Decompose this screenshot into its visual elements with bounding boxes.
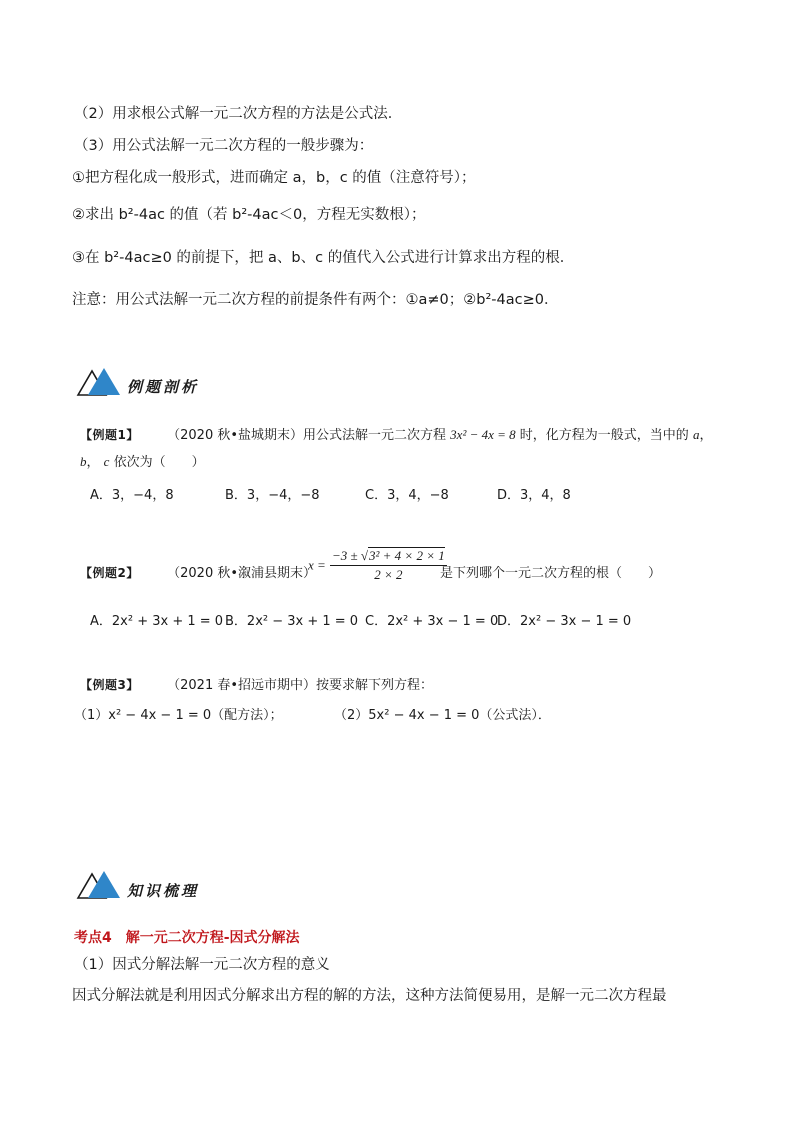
formula-denominator: 2 × 2 [374, 567, 403, 582]
note-text: 注意：用公式法解一元二次方程的前提条件有两个：①a≠0；②b²-4ac≥0． [72, 292, 559, 308]
formula-fraction [330, 548, 447, 583]
ex2-option-c: C．2x² + 3x − 1 = 0 [365, 614, 499, 629]
var-a: a [692, 427, 700, 442]
step-item-1: ①把方程化成一般形式，进而确定 a，b，c 的值（注意符号）； [72, 170, 476, 186]
ex1-option-d: D．3，4，8 [497, 488, 571, 503]
ex2-option-a: A．2x² + 3x + 1 = 0 [90, 614, 224, 629]
keypoint-4-body: 因式分解法就是利用因式分解求出方程的解的方法，这种方法简便易用，是解一元二次方程最 [72, 988, 667, 1004]
numerator-prefix: −3 ± [331, 548, 358, 563]
example-1-source: （2020 秋•盐城期末）用公式法解一元二次方程 [167, 428, 447, 443]
example-1-question-line2 [80, 451, 205, 470]
step-item-3: ③在 b²-4ac≥0 的前提下，把 a、b、c 的值代入公式进行计算求出方程的根． [72, 250, 575, 266]
ex3-part-1: （1）x² − 4x − 1 = 0（配方法）； [74, 708, 283, 723]
sqrt-icon: √ [360, 548, 368, 563]
ex2-option-b: B．2x² − 3x + 1 = 0 [225, 614, 359, 629]
keypoint-4-heading: 考点4 解一元二次方程-因式分解法 [74, 930, 300, 946]
example-1-text2: 时，化方程为一般式，当中的 [519, 428, 689, 443]
example-2-formula [308, 548, 447, 583]
step-item-2: ②求出 b²-4ac 的值（若 b²-4ac＜0，方程无实数根）； [72, 207, 426, 223]
ex1-option-c: C．3，4，−8 [365, 488, 449, 503]
section-title-knowledge: 知识梳理 [127, 882, 200, 900]
example-2-label: 【例题2】 [80, 566, 139, 580]
formula-numerator [330, 548, 447, 566]
example-1-question [80, 424, 712, 443]
formula-radicand: 3² + 4 × 2 × 1 [369, 548, 445, 563]
var-b: b [80, 454, 87, 469]
example-2-text: 是下列哪个一元二次方程的根（ ） [440, 566, 662, 581]
ex1-option-b: B．3，−4，−8 [225, 488, 320, 503]
example-3-question [80, 674, 433, 693]
ex2-option-d: D．2x² − 3x − 1 = 0 [497, 614, 632, 629]
example-1-label: 【例题1】 [80, 428, 139, 442]
example-1-equation: 3x² − 4x = 8 [450, 427, 516, 442]
example-3-label: 【例题3】 [80, 678, 139, 692]
formula-x: x = [308, 557, 326, 573]
example-3-source: （2021 春•招远市期中）按要求解下列方程： [167, 678, 434, 693]
triangle-logo-icon [74, 365, 122, 397]
example-2-label-row [80, 562, 316, 581]
comma: ， [699, 428, 713, 443]
step-3-text: （3）用公式法解一元二次方程的一般步骤为： [74, 138, 374, 154]
example-2-source: （2020 秋•溆浦县期末） [167, 566, 317, 581]
example-1-text3: 依次为（ ） [109, 455, 205, 470]
ex1-option-a: A．3，−4，8 [90, 488, 174, 503]
step-2-text: （2）用求根公式解一元二次方程的方法是公式法． [74, 106, 403, 122]
ex3-part-2: （2）5x² − 4x − 1 = 0（公式法）． [334, 708, 551, 723]
comma: ， [86, 455, 100, 470]
keypoint-4-subheading: （1）因式分解法解一元二次方程的意义 [74, 957, 330, 973]
var-c: c [103, 454, 110, 469]
section-title-examples: 例题剖析 [127, 378, 200, 396]
triangle-logo-icon [74, 868, 122, 900]
